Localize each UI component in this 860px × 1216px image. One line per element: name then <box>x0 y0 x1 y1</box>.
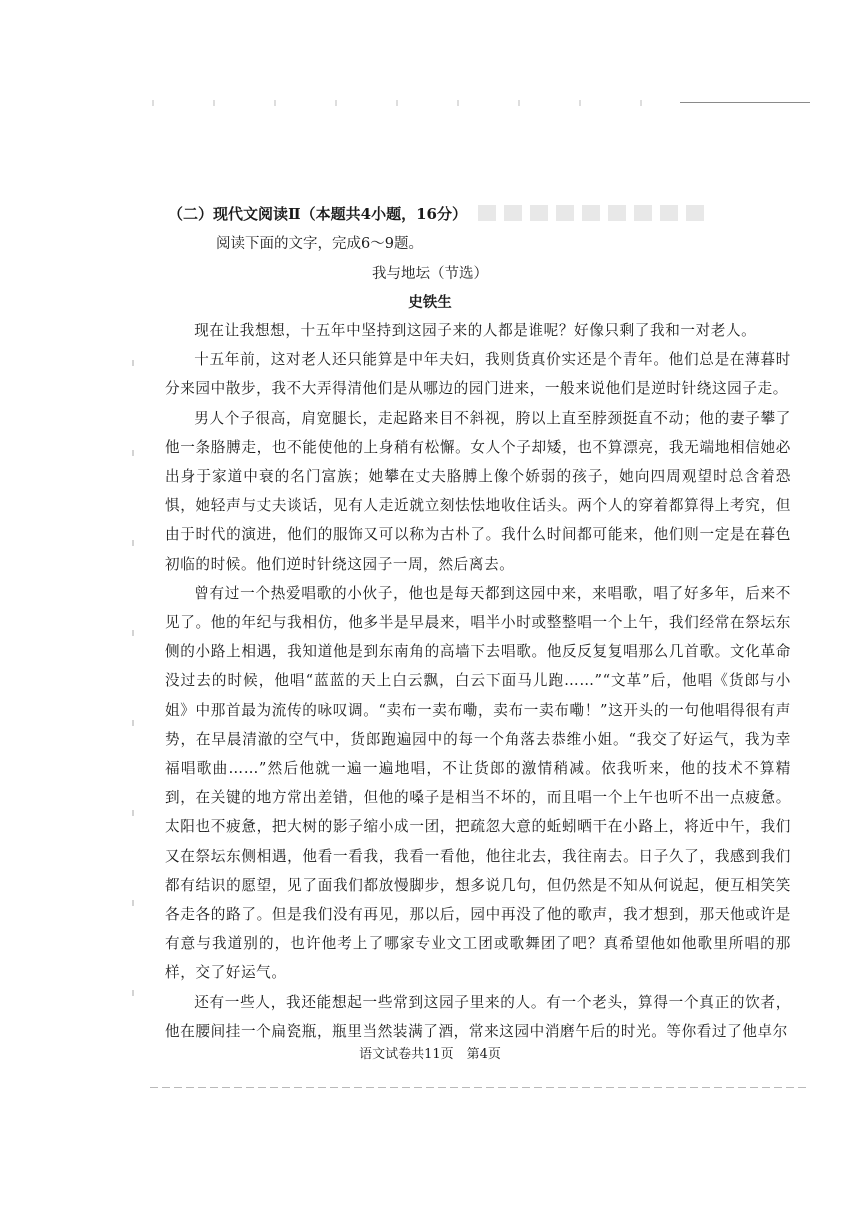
paragraph: 曾有过一个热爱唱歌的小伙子，他也是每天都到这园中来，来唱歌，唱了好多年，后来不见了。他的年纪与我相仿，他多半是早晨来，唱半小时或整整唱一个上午，我们经常在祭坛东侧的小路上相遇，我知道他是到东南角的高墙下去唱歌。他反反复复唱那么几首歌。文化革命没过去的时候，他唱“蓝蓝的天上白云飘，白云下面马儿跑……”“文革”后，他唱《货郎与小姐》中那首最为流传的咏叹调。“卖布一卖布嘞，卖布一卖布嘞！”这开头的一句他唱得很有声势，在早晨清澈的空气中，货郎跑遍园中的每一个角落去恭维小姐。“我交了好运气，我为幸福唱歌曲……”然后他就一遍一遍地唱，不让货郎的激情稍减。依我听来，他的技术不算精到，在关键的地方常出差错，但他的嗓子是相当不坏的，而且唱一个上午也听不出一点疲惫。太阳也不疲惫，把大树的影子缩小成一团，把疏忽大意的蚯蚓晒干在小路上，将近中午，我们又在祭坛东侧相遇，他看一看我，我看一看他，他往北去，我往南去。日子久了，我感到我们都有结识的愿望，见了面我们都放慢脚步，想多说几句，但仍然是不知从何说起，便互相笑笑各走各的路了。但是我们没有再见，那以后，园中再没了他的歌声，我才想到，那天他或许是有意与我道别的，也许他考上了哪家专业文工团或歌舞团了吧？真希望他如他歌里所唱的那样，交了好运气。 <box>165 584 791 982</box>
section-heading: （二）现代文阅读Ⅱ（本题共4小题，16分） <box>168 205 467 223</box>
reading-instruction: 阅读下面的文字，完成6～9题。 <box>216 236 423 252</box>
paragraph: 现在让我想想，十五年中坚持到这园子来的人都是谁呢？好像只剩了我和一对老人。 <box>194 322 757 339</box>
paragraph: 还有一些人，我还能想起一些常到这园子里来的人。有一个老头，算得一个真正的饮者，他在腰间挂一个扁瓷瓶，瓶里当然装满了酒，常来这园中消磨午后的时光。等你看过了他卓尔 <box>165 993 791 1040</box>
article-author: 史铁生 <box>408 294 452 311</box>
article-title: 我与地坛（节选） <box>372 266 488 282</box>
scan-smudge <box>478 205 708 221</box>
page-footer: 语文试卷共11页 第4页 <box>359 1047 501 1062</box>
paragraph: 十五年前，这对老人还只能算是中年夫妇，我则货真价实还是个青年。他们总是在薄暮时分来园中散步，我不大弄得清他们是从哪边的园门进来，一般来说他们是逆时针绕这园子走。 <box>165 351 791 398</box>
scan-edge-line-bottom <box>150 1087 810 1088</box>
paragraph: 男人个子很高，肩宽腿长，走起路来目不斜视，胯以上直至脖颈挺直不动；他的妻子攀了他一条胳膊走，也不能使他的上身稍有松懈。女人个子却矮，也不算漂亮，我无端地相信她必出身于家道中衰的名门富族；她攀在丈夫胳膊上像个娇弱的孩子，她向四周观望时总含着恐惧，她轻声与丈夫谈话，见有人走近就立刻怯怯地收住话头。两个人的穿着都算得上考究，但由于时代的演进，他们的服饰又可以称为古朴了。我什么时间都可能来，他们则一定是在暮色初临的时候。他们逆时针绕这园子一周，然后离去。 <box>165 409 791 573</box>
scan-artifact-top <box>130 100 675 106</box>
scan-edge-line-top <box>680 102 810 103</box>
article-body <box>165 316 791 1046</box>
scan-edge-line-left <box>132 320 134 1040</box>
